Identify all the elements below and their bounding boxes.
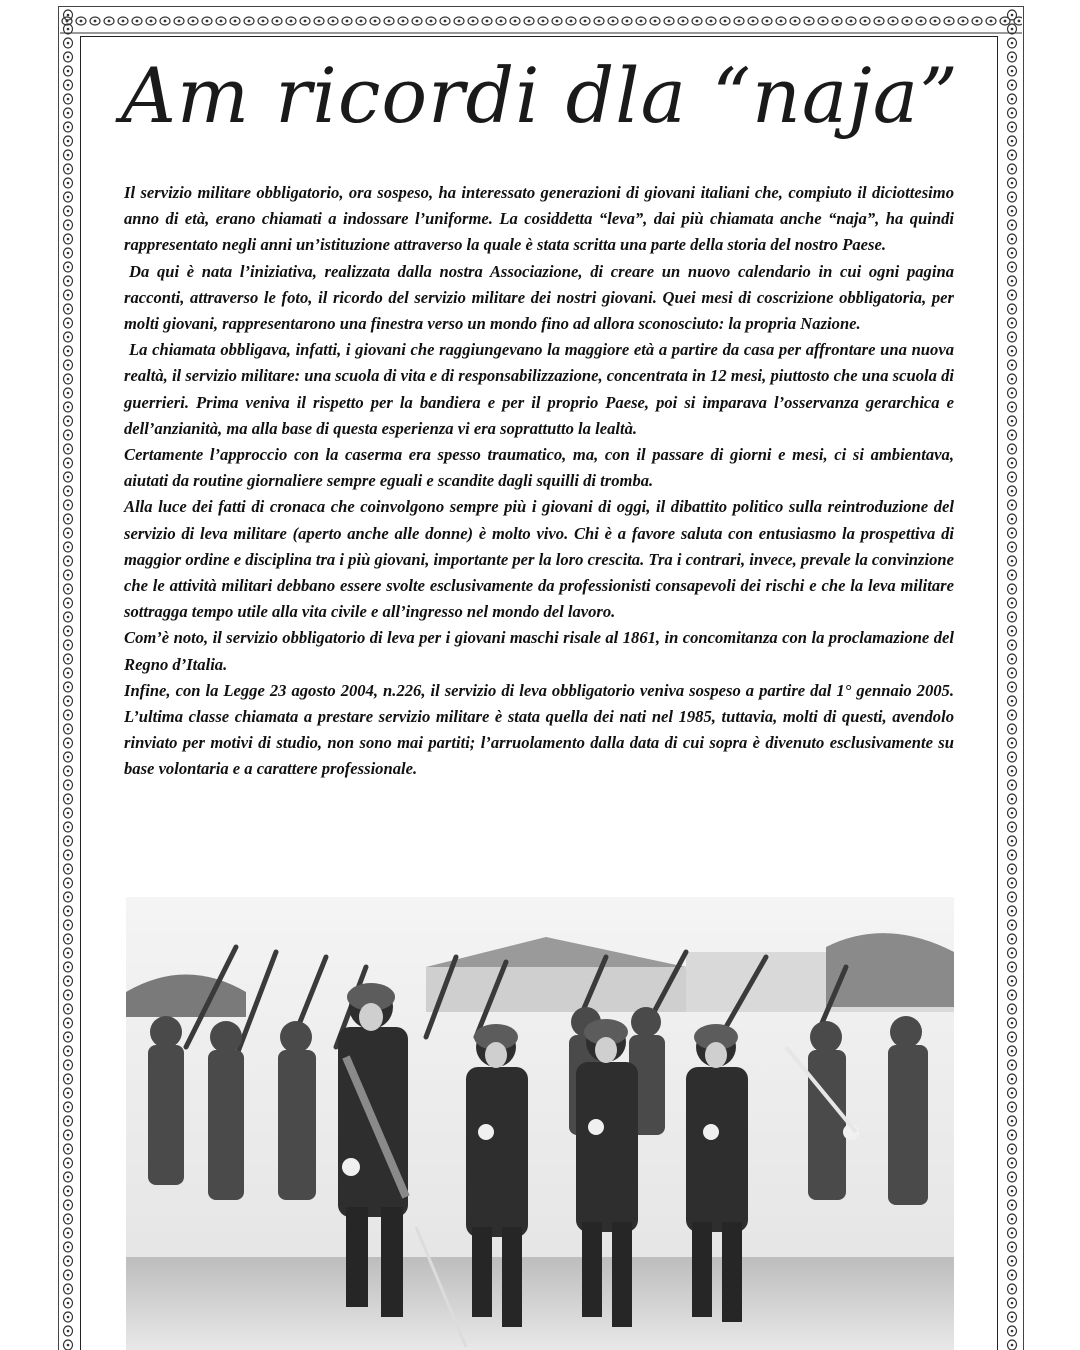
decorative-border-top [60, 8, 1022, 34]
marching-soldiers-photo [126, 897, 954, 1350]
decorative-border-right [1004, 8, 1020, 1350]
decorative-border-left [60, 8, 76, 1350]
paragraph-initiative: Da qui è nata l’iniziativa, realizzata dalla nostra Associazione, di creare un nuovo calendario in cui ogni pagina racconti, attraverso le foto, il ricordo del servizio militare dei nostri giovani. Quei mesi di coscrizione obbligatoria, per molti giovani, rappresentarono una finestra verso un mondo fino ad allora sconosciuto: la propria Nazione. [124, 261, 954, 334]
paragraph-end: Infine, con la Legge 23 agosto 2004, n.226, il servizio di leva obbligatorio veniva sospeso a partire dal 1° gennaio 2005. L’ultima classe chiamata a prestare servizio militare è stata quella dei nati nel 1985, tuttavia, molti di questi, avendolo rinviato per motivi di studio, non sono mai partiti; l’arruolamento dalla data di cui sopra è divenuto esclusivamente su base volontaria e a carattere professionale. [124, 680, 954, 779]
paragraph-debate: Alla luce dei fatti di cronaca che coinvolgono sempre più i giovani di oggi, il dibattito politico sulla reintroduzione del servizio di leva militare (aperto anche alle donne) è molto vivo. Chi è a favore saluta con entusiasmo la prospettiva di maggior ordine e disciplina tra i più giovani, importante per la loro crescita. Tra i contrari, invece, prevale la convinzione che le attività militari debbano essere svolte esclusivamente da professionisti consapevoli dei rischi e che la leva militare sottragga tempo utile alla vita civile e all’ingresso nel mondo del lavoro. [124, 497, 954, 622]
paragraph-call: La chiamata obbligava, infatti, i giovani che raggiungevano la maggiore età a partire da casa per affrontare una nuova realtà, il servizio militare: una scuola di vita e di responsabilizzazione, concentrata in 12 mesi, piuttosto che una scuola di guerrieri. Prima veniva il rispetto per la bandiera e per il proprio Paese, poi si imparava l’osservanza gerarchica e dell’anzianità, ma alla base di questa esperienza vi era soprattutto la lealtà. [124, 340, 954, 438]
article-body [124, 180, 954, 783]
paragraph-intro: Il servizio militare obbligatorio, ora sospeso, ha interessato generazioni di giovani italiani che, compiuto il diciottesimo anno di età, erano chiamati a indossare l’uniforme. La cosiddetta “leva”, dai più chiamata anche “naja”, ha quindi rappresentato negli anni un’istituzione attraverso la quale è stata scritta una parte della storia del nostro Paese. [124, 183, 954, 255]
page-title: Am ricordi dla “naja” [121, 51, 959, 140]
paragraph-barracks: Certamente l’approccio con la caserma era spesso traumatico, ma, con il passare di giorni e mesi, ci si ambientava, aiutati da routine giornaliere sempre eguali e scandite dagli squilli di tromba. [124, 445, 954, 491]
paragraph-history: Com’è noto, il servizio obbligatorio di leva per i giovani maschi risale al 1861, in concomitanza con la proclamazione del Regno d’Italia. [124, 628, 954, 674]
